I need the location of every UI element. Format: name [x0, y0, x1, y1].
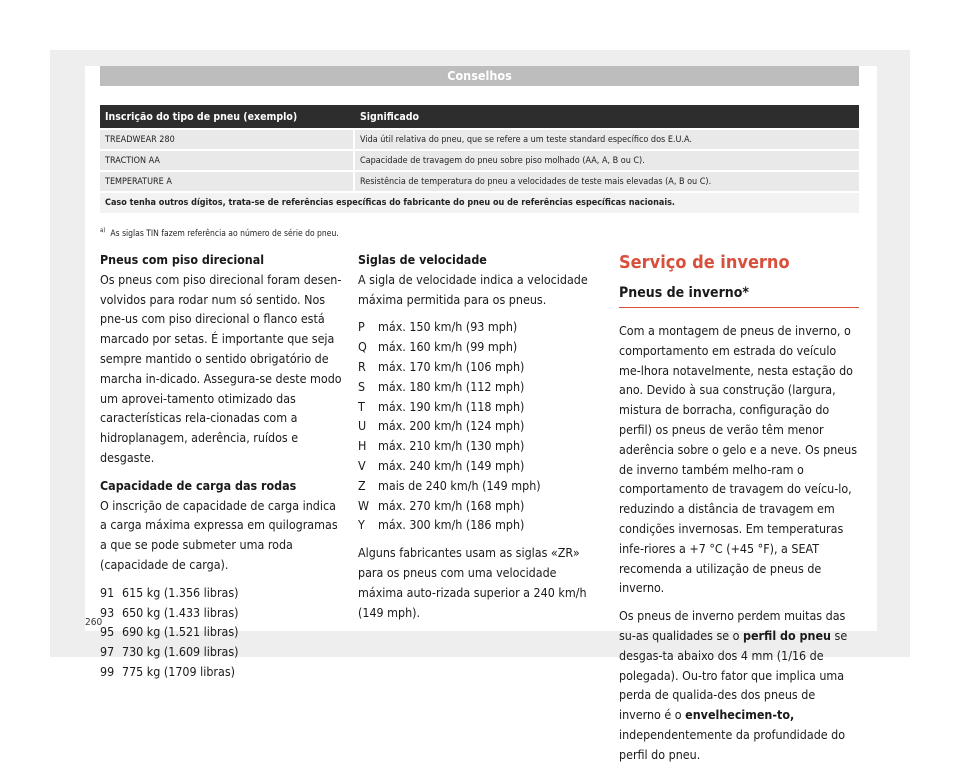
list-item — [358, 476, 603, 496]
speed-symbol-list — [358, 317, 603, 535]
text-segment: independentemente da profundidade do perfil do pneu. — [619, 726, 846, 762]
load-value: 615 kg (1.356 libras) — [122, 584, 239, 600]
footnote-text: As siglas TIN fazem referência ao número de série do pneu. — [110, 228, 339, 239]
table-cell: TRACTION AA — [100, 151, 355, 170]
subtitle-rule — [619, 283, 859, 308]
speed-symbol: Y — [358, 517, 365, 533]
speed-value: máx. 190 km/h (118 mph) — [378, 398, 525, 414]
speed-value: máx. 160 km/h (99 mph) — [378, 339, 518, 355]
emphasis-aging: envelhecimen-to, — [685, 707, 795, 723]
table-cell: Capacidade de travagem do pneu sobre piso molhado (AA, A, B ou C). — [355, 151, 859, 170]
list-item — [358, 456, 603, 476]
speed-symbol: V — [358, 457, 366, 473]
table-row — [100, 151, 859, 170]
speed-symbol: U — [358, 418, 367, 434]
table-cell: Vida útil relativa do pneu, que se refere a um teste standard específico dos E.U.A. — [355, 130, 859, 149]
speed-value: máx. 150 km/h (93 mph) — [378, 319, 518, 335]
load-index: 97 — [100, 644, 115, 660]
speed-symbol: Q — [358, 339, 367, 355]
column-middle — [358, 250, 603, 630]
speed-value: máx. 270 km/h (168 mph) — [378, 497, 525, 513]
paragraph-zr-note: Alguns fabricantes usam as siglas «ZR» para os pneus com uma velocidade máxima auto-rizada superior a 240 km/h (149 mph). — [358, 545, 587, 620]
page-number: 260 — [85, 617, 103, 628]
list-item — [358, 377, 603, 397]
heading-directional-tires: Pneus com piso direcional — [100, 252, 265, 267]
load-index-list — [100, 583, 345, 682]
speed-value: máx. 240 km/h (149 mph) — [378, 457, 525, 473]
list-item — [358, 436, 603, 456]
speed-symbol: H — [358, 438, 367, 454]
list-item — [100, 642, 345, 662]
speed-value: máx. 300 km/h (186 mph) — [378, 517, 525, 533]
list-item — [358, 397, 603, 417]
table-note-row — [100, 193, 859, 213]
speed-value: máx. 170 km/h (106 mph) — [378, 358, 525, 374]
subtitle-winter-tires: Pneus de inverno* — [619, 285, 749, 301]
speed-value: máx. 210 km/h (130 mph) — [378, 438, 525, 454]
list-item — [100, 622, 345, 642]
load-value: 650 kg (1.433 libras) — [122, 604, 239, 620]
table-cell: TREADWEAR 280 — [100, 130, 355, 149]
list-item — [358, 317, 603, 337]
heading-speed-symbols: Siglas de velocidade — [358, 252, 487, 267]
load-index: 99 — [100, 663, 115, 679]
emphasis-tread-depth: perfil do pneu — [743, 627, 831, 643]
list-item — [100, 603, 345, 623]
paragraph-speed-symbols: A sigla de velocidade indica a velocidade máxima permitida para os pneus. — [358, 271, 588, 307]
list-item — [358, 496, 603, 516]
section-title-winter-service: Serviço de inverno — [619, 252, 790, 273]
list-item — [358, 337, 603, 357]
paragraph-directional-tires: Os pneus com piso direcional foram desen-volvidos para rodar num só sentido. Nos pne-us com piso direcional o flanco está marcado por setas. É importante que seja sempre mantido o sentido obrigatório de marcha in-dicado. Assegura-se deste modo um aprovei-tamento otimizado das características rela-cionadas com a hidroplanagem, aderência, ruídos e desgaste. — [100, 271, 342, 465]
load-value: 730 kg (1.609 libras) — [122, 644, 239, 660]
text-segment: Os pneus de inverno perdem muitas das su-as qualidades se o — [619, 608, 846, 643]
table-cell: TEMPERATURE A — [100, 172, 355, 191]
heading-load-capacity: Capacidade de carga das rodas — [100, 477, 297, 493]
section-header: Conselhos — [100, 66, 859, 86]
table-cell: Resistência de temperatura do pneu a velocidades de teste mais elevadas (A, B ou C). — [355, 172, 859, 191]
table-header-row — [100, 105, 859, 128]
table-row — [100, 172, 859, 191]
load-index: 91 — [100, 584, 115, 600]
column-right — [619, 252, 859, 773]
speed-symbol: S — [358, 378, 366, 394]
speed-symbol: W — [358, 497, 370, 513]
paragraph-winter-tires: Com a montagem de pneus de inverno, o comportamento em estrada do veículo me-lhora notavelmente, nesta estação do ano. Devido à sua construção (largura, mistura de borracha, configuração do perfil) os pneus de verão têm menor aderência sobre o gelo e a neve. Os pneus de inverno também melho-ram o comportamento de travagem do veícu-lo, reduzindo a distância de travagem em condições invernosas. Em temperaturas infe-riores a +7 °C (+45 °F), a SEAT recomenda a utilização de pneus de inverno. — [619, 323, 857, 596]
list-item — [358, 515, 603, 535]
table-row — [100, 130, 859, 149]
load-value: 775 kg (1709 libras) — [122, 663, 235, 679]
table-note: Caso tenha outros dígitos, trata-se de referências específicas do fabricante do pneu ou de referências específicas nacionais. — [100, 193, 859, 213]
list-item — [358, 416, 603, 436]
load-index: 93 — [100, 604, 115, 620]
table-header-meaning: Significado — [355, 105, 859, 128]
load-index: 95 — [100, 624, 115, 640]
paragraph-load-capacity: O inscrição de capacidade de carga indica a carga máxima expressa em quilogramas a que se pode submeter uma roda (capacidade de carga). — [100, 497, 338, 572]
table-header-inscription: Inscrição do tipo de pneu (exemplo) — [100, 105, 355, 128]
paragraph-winter-tire-wear — [619, 606, 859, 764]
text-segment: se desgas-ta abaixo dos 4 mm (1/16 de polegada). Ou-tro fator que implica uma perda de qualida-des dos pneus de inverno é o — [619, 627, 848, 723]
speed-symbol: T — [358, 398, 365, 414]
speed-value: máx. 200 km/h (124 mph) — [378, 418, 525, 434]
column-left — [100, 250, 345, 690]
load-value: 690 kg (1.521 libras) — [122, 624, 239, 640]
footnote — [100, 227, 339, 239]
list-item — [100, 583, 345, 603]
speed-symbol: R — [358, 358, 366, 374]
speed-value: mais de 240 km/h (149 mph) — [378, 477, 541, 493]
speed-symbol: P — [358, 319, 365, 335]
footnote-mark: a) — [100, 227, 106, 234]
list-item — [100, 662, 345, 682]
speed-symbol: Z — [358, 477, 366, 493]
tire-inscription-table — [100, 103, 859, 215]
speed-value: máx. 180 km/h (112 mph) — [378, 378, 525, 394]
list-item — [358, 357, 603, 377]
